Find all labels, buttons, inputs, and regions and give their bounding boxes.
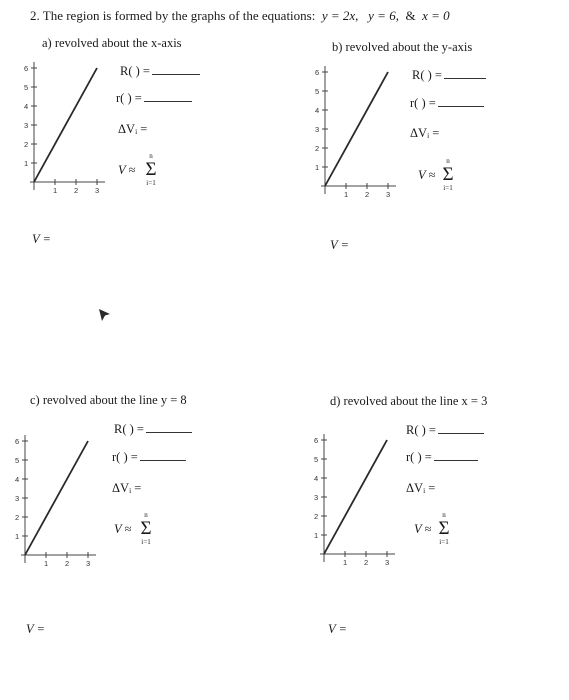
- y-tick-label: 1: [314, 531, 319, 540]
- part-a-R: R( ) =: [120, 64, 200, 79]
- part-c-label: c) revolved about the line y = 8: [30, 393, 187, 407]
- part-d-r-blank[interactable]: [434, 460, 478, 461]
- sigma-upper: n: [149, 152, 153, 160]
- equation-2: y = 6,: [368, 8, 399, 23]
- equation-3: x = 0: [422, 8, 450, 23]
- y-tick-label: 2: [15, 513, 20, 522]
- y-tick-label: 4: [314, 474, 319, 483]
- x-tick-label: 3: [95, 186, 100, 195]
- x-tick-label: 2: [74, 186, 79, 195]
- part-c-graph: [14, 435, 104, 585]
- part-d-R: R( ) =: [406, 423, 484, 438]
- y-tick-label: 5: [15, 456, 20, 465]
- x-tick-label: 2: [364, 558, 369, 567]
- y-tick-label: 1: [315, 163, 320, 172]
- part-d-label: d) revolved about the line x = 3: [330, 394, 488, 408]
- x-tick-label: 1: [44, 559, 49, 568]
- part-a-R-blank[interactable]: [152, 74, 200, 75]
- pointer-arrow-icon: [98, 308, 112, 324]
- sigma-upper: n: [442, 511, 446, 519]
- problem-number: 2.: [30, 8, 40, 23]
- part-b-label: b) revolved about the y-axis: [332, 40, 473, 54]
- part-d-R-blank[interactable]: [438, 433, 484, 434]
- part-a-graph: [24, 62, 114, 212]
- y-tick-label: 4: [24, 102, 29, 111]
- part-b-vsum: V ≈: [418, 168, 436, 182]
- y-tick-label: 5: [24, 83, 29, 92]
- part-c-r: r( ) =: [112, 450, 186, 465]
- part-c-V: V =: [26, 622, 45, 636]
- part-d-sigma: [436, 511, 452, 546]
- y-tick-label: 3: [314, 493, 319, 502]
- part-c-r-blank[interactable]: [140, 460, 186, 461]
- y-tick-label: 3: [315, 125, 320, 134]
- part-a-r-blank[interactable]: [144, 101, 192, 102]
- equation-1: y = 2x,: [321, 8, 359, 23]
- part-b-sigma: [440, 157, 456, 192]
- part-b-dV: ΔVᵢ =: [410, 126, 440, 140]
- x-tick-label: 3: [386, 190, 391, 199]
- line-y-equals-2x: [325, 72, 388, 186]
- part-c-R-blank[interactable]: [146, 432, 192, 433]
- part-a-dV: ΔVᵢ =: [118, 122, 148, 136]
- part-b-graph: [315, 66, 405, 216]
- part-d-dV: ΔVᵢ =: [406, 481, 436, 495]
- y-tick-label: 6: [314, 436, 319, 445]
- line-y-equals-2x: [324, 440, 387, 554]
- sigma-lower: i=1: [146, 179, 156, 187]
- y-tick-label: 4: [315, 106, 320, 115]
- sigma-upper: n: [446, 157, 450, 165]
- sigma-symbol: Σ: [145, 159, 157, 180]
- part-d-r: r( ) =: [406, 450, 478, 465]
- y-tick-label: 5: [315, 87, 320, 96]
- part-b-R: R( ) =: [412, 68, 486, 83]
- sigma-symbol: Σ: [438, 518, 450, 539]
- part-a-r: r( ) =: [116, 91, 192, 106]
- sigma-symbol: Σ: [140, 518, 152, 539]
- part-c-sigma: [138, 511, 154, 546]
- problem-statement: [30, 8, 450, 24]
- x-tick-label: 1: [344, 190, 349, 199]
- part-b-R-blank[interactable]: [444, 78, 486, 79]
- part-c-R: R( ) =: [114, 422, 192, 437]
- y-tick-label: 3: [15, 494, 20, 503]
- problem-text: The region is formed by the graphs of the equations:: [42, 8, 316, 23]
- part-b-V: V =: [330, 238, 349, 252]
- sigma-lower: i=1: [439, 538, 449, 546]
- y-tick-label: 1: [15, 532, 20, 541]
- y-tick-label: 4: [15, 475, 20, 484]
- part-a-sigma: [143, 152, 159, 187]
- sigma-lower: i=1: [443, 184, 453, 192]
- ampersand: &: [405, 8, 416, 23]
- part-b-r: r( ) =: [410, 96, 484, 111]
- y-tick-label: 2: [24, 140, 29, 149]
- y-tick-label: 2: [314, 512, 319, 521]
- y-tick-label: 6: [24, 64, 29, 73]
- y-tick-label: 2: [315, 144, 320, 153]
- part-d-V: V =: [328, 622, 347, 636]
- part-b-r-blank[interactable]: [438, 106, 484, 107]
- part-d-vsum: V ≈: [414, 522, 432, 536]
- part-a-V: V =: [32, 232, 51, 246]
- part-d-graph: [313, 434, 403, 584]
- part-c-dV: ΔVᵢ =: [112, 481, 142, 495]
- x-tick-label: 3: [385, 558, 390, 567]
- x-tick-label: 2: [365, 190, 370, 199]
- x-tick-label: 3: [86, 559, 91, 568]
- sigma-upper: n: [144, 511, 148, 519]
- line-y-equals-2x: [25, 441, 88, 555]
- x-tick-label: 1: [343, 558, 348, 567]
- part-a-vsum: V ≈: [118, 163, 136, 177]
- line-y-equals-2x: [34, 68, 97, 182]
- x-tick-label: 2: [65, 559, 70, 568]
- y-tick-label: 6: [15, 437, 20, 446]
- y-tick-label: 5: [314, 455, 319, 464]
- part-c-vsum: V ≈: [114, 522, 132, 536]
- part-a-label: a) revolved about the x-axis: [42, 36, 182, 50]
- y-tick-label: 6: [315, 68, 320, 77]
- y-tick-label: 3: [24, 121, 29, 130]
- x-tick-label: 1: [53, 186, 58, 195]
- sigma-symbol: Σ: [442, 164, 454, 185]
- sigma-lower: i=1: [141, 538, 151, 546]
- y-tick-label: 1: [24, 159, 29, 168]
